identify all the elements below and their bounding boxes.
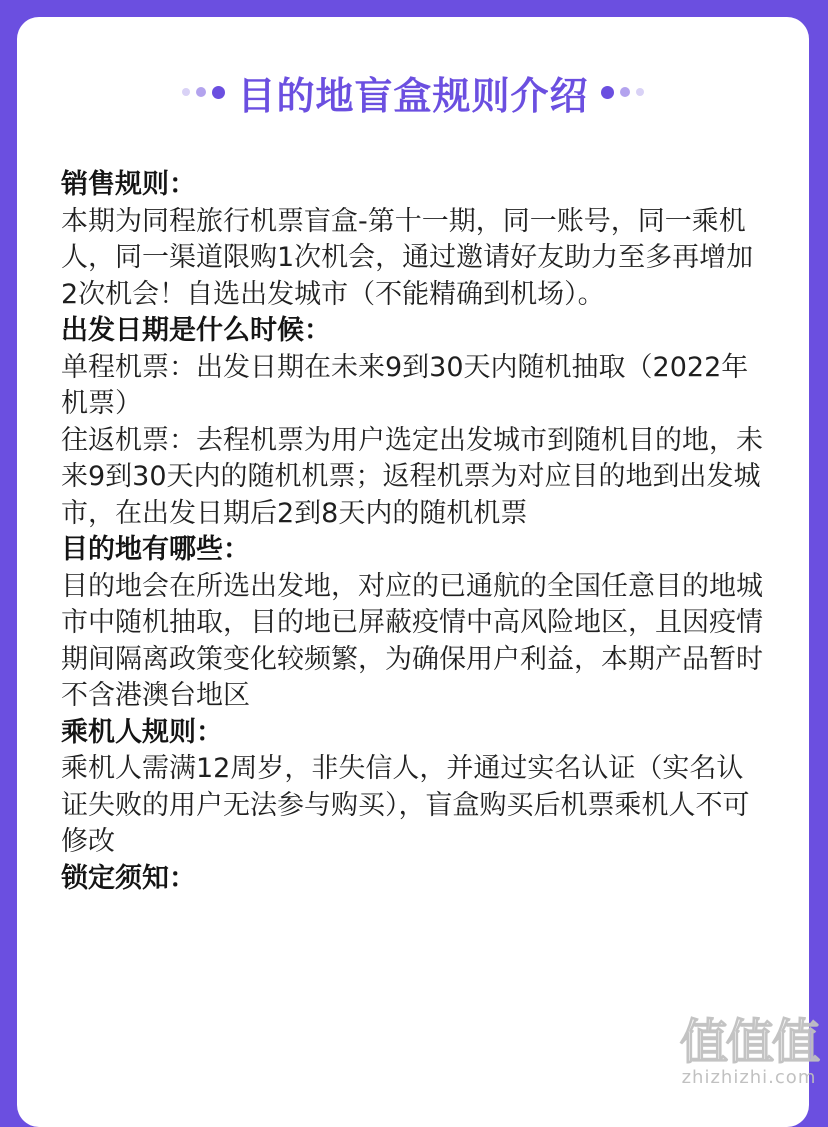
section-paragraph: 乘机人需满12周岁，非失信人，并通过实名认证（实名认证失败的用户无法参与购买），盲盒购买后机票乘机人不可修改 [61, 753, 750, 857]
section-destinations [61, 532, 769, 715]
site-watermark [680, 1016, 818, 1088]
dot-icon [196, 87, 206, 97]
section-departure-date [61, 313, 769, 532]
section-title: 目的地有哪些： [61, 534, 250, 565]
rules-content [61, 167, 769, 897]
rules-card [17, 17, 809, 1127]
section-title: 锁定须知： [61, 862, 196, 894]
section-paragraph: 往返机票：去程机票为用户选定出发城市到随机目的地，未来9到30天内的随机机票；返程机票为对应目的地到出发城市，在出发日期后2到8天内的随机机票 [61, 424, 763, 529]
watermark-url: zhizhizhi.com [681, 1067, 817, 1088]
section-paragraph: 单程机票：出发日期在未来9到30天内随机抽取（2022年机票） [61, 351, 749, 419]
dot-icon [601, 86, 614, 99]
dot-icon [182, 88, 190, 96]
decorative-dots-right-icon [601, 86, 644, 99]
section-title: 乘机人规则： [61, 716, 223, 748]
section-title: 出发日期是什么时候： [61, 315, 331, 346]
section-title: 销售规则： [61, 169, 196, 200]
dot-icon [620, 87, 630, 97]
watermark-logo: 值值值 [679, 1014, 818, 1070]
page-title: 目的地盲盒规则介绍 [237, 73, 589, 118]
section-sales-rules [61, 167, 769, 313]
section-lock-notice [61, 861, 769, 898]
section-paragraph: 本期为同程旅行机票盲盒-第十一期，同一账号，同一乘机人，同一渠道限购1次机会，通过邀请好友助力至多再增加2次机会！自选出发城市（不能精确到机场）。 [61, 205, 754, 310]
decorative-dots-left-icon [182, 86, 225, 99]
section-paragraph: 目的地会在所选出发地，对应的已通航的全国任意目的地城市中随机抽取，目的地已屏蔽疫情中高风险地区，且因疫情期间隔离政策变化较频繁，为确保用户利益，本期产品暂时不含港澳台地区 [61, 570, 763, 711]
dot-icon [636, 88, 644, 96]
section-passenger-rules [61, 715, 769, 861]
rules-header [17, 65, 809, 119]
dot-icon [212, 86, 225, 99]
